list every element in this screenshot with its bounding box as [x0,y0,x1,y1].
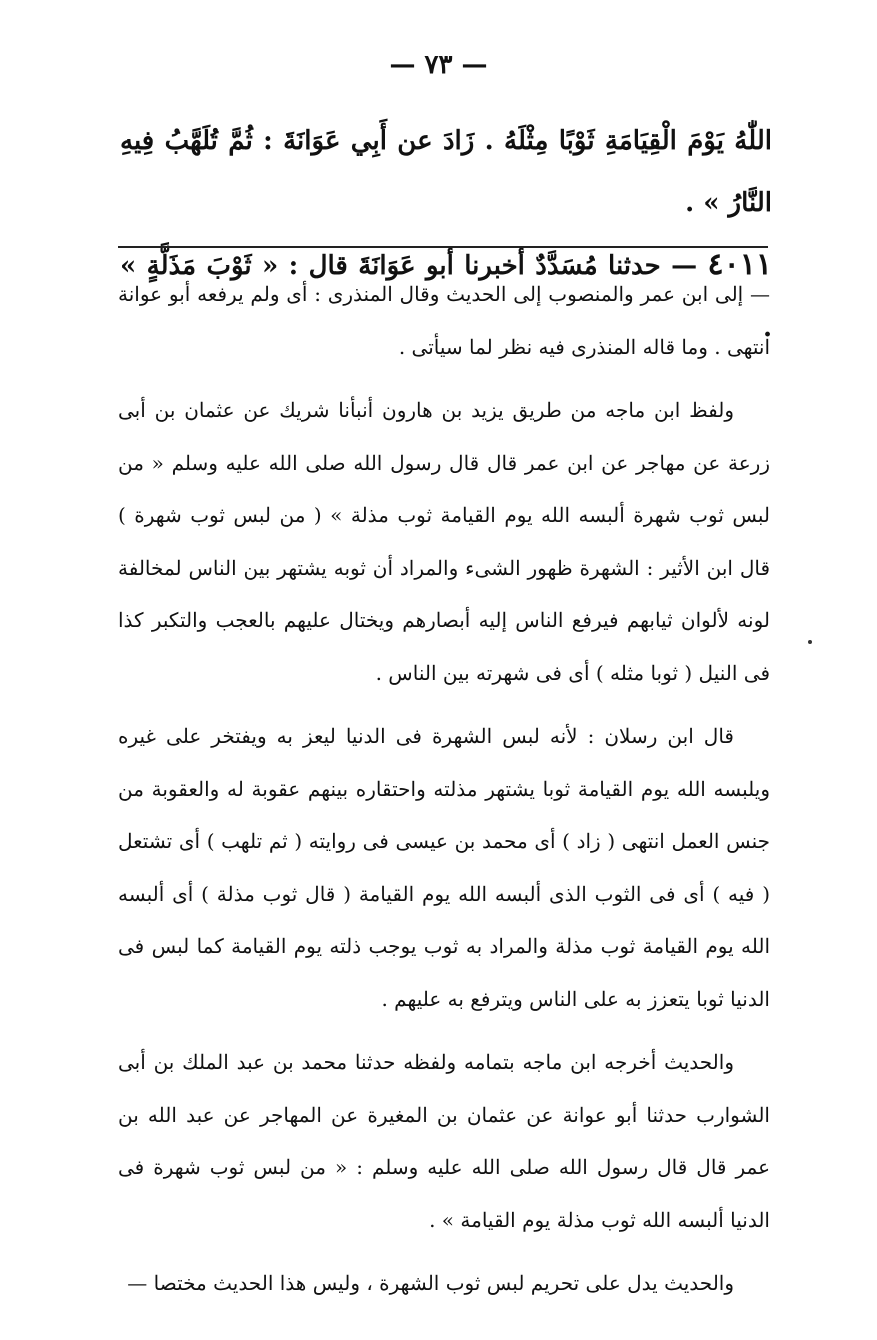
commentary-paragraph: ولفظ ابن ماجه من طريق يزيد بن هارون أنبأنا شريك عن عثمان بن أبى زرعة عن مهاجر عن ابن عمر قال قال رسول الله صلى الله عليه وسلم « من لبس ثوب شهرة ألبسه الله يوم القيامة ثوب مذلة » ( من لبس ثوب شهرة ) قال ابن الأثير : الشهرة ظهور الشىء والمراد أن ثوبه يشتهر بين الناس لمخالفة لونه لألوان ثيابهم فيرفع الناس إليه أبصارهم ويختال عليهم بالعجب والتكبر كذا فى النيل ( ثوبا مثله ) أى فى شهرته بين الناس . [118,398,771,685]
commentary-paragraph: والحديث أخرجه ابن ماجه بتمامه ولفظه حدثنا محمد بن عبد الملك بن أبى الشوارب حدثنا أبو عوانة عن عثمان بن المغيرة عن المهاجر عن عبد الله بن عمر قال قال رسول الله صلى الله عليه وسلم : « من لبس ثوب شهرة فى الدنيا ألبسه الله ثوب مذلة يوم القيامة » . [118,1050,770,1232]
hadith-line-1: اللّٰهُ يَوْمَ الْقِيَامَةِ ثَوْبًا مِثْلَهُ . زَادَ عن أَبِي عَوَانَةَ : ثُمَّ تُلَهَّبُ فِيهِ النَّارُ » . [120,126,772,218]
commentary-text [118,268,770,1321]
hadith-number: ٤٠١١ [707,247,772,282]
hadith-line-2-text: — حدثنا مُسَدَّدٌ أخبرنا أبو عَوَانَةَ قال : « ثَوْبَ مَذَلَّةٍ » . [120,251,772,343]
commentary-paragraph: قال ابن رسلان : لأنه لبس الشهرة فى الدنيا ليعز به ويفتخر على غيره ويلبسه الله يوم القيامة ثوبا يشتهر مذلته واحتقاره بينهم عقوبة له والعقوبة من جنس العمل انتهى ( زاد ) أى محمد بن عيسى فى روايته ( ثم تلهب ) أى تشتعل ( فيه ) أى فى الثوب الذى ألبسه الله يوم القيامة ( قال ثوب مذلة ) أى ألبسه الله يوم القيامة ثوب مذلة والمراد به ثوب يوجب ذلته يوم القيامة كما لبس فى الدنيا ثوبا يتعزز به على الناس ويترفع به عليهم . [118,724,770,1011]
footnote-divider [118,246,768,248]
commentary-paragraph: والحديث يدل على تحريم لبس ثوب الشهرة ، وليس هذا الحديث مختصا — [127,1271,734,1295]
page-number: — ٧٣ — [389,50,488,80]
ink-speck [808,640,812,644]
commentary-paragraph: — إلى ابن عمر والمنصوب إلى الحديث وقال المنذرى : أى ولم يرفعه أبو عوانة انتهى . وما قاله المنذرى فيه نظر لما سيأتى . [118,282,770,359]
